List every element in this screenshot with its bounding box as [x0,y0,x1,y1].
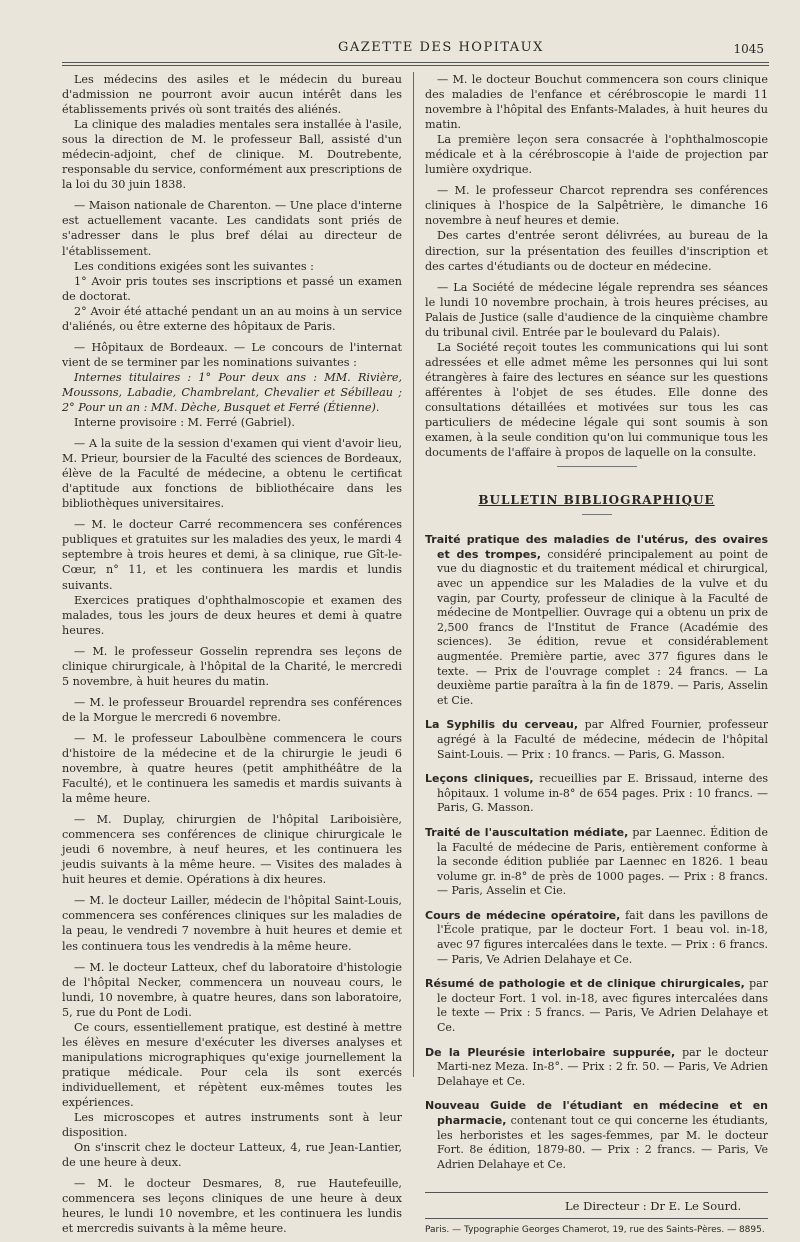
book-title: Traité pratique des maladies de l'utérus, des ovaires et des trompes, [425,533,768,561]
paragraph: Les microscopes et autres instruments sont à leur disposition. [62,1111,402,1140]
book-entry [425,772,768,816]
paragraph: — M. le docteur Carré recommencera ses conférences publiques et gratuites sur les maladies des yeux, le mardi 4 septembre à trois heures et demi, à sa clinique, rue Gît-le-Cœur, n° 11, et les continuera les mardis et lundis suivants. [62,518,402,592]
book-entry [425,977,768,1035]
book-description: contenant tout ce qui concerne les étudiants, les herboristes et les sages-femmes, par M. le docteur Fort. 8e édition, 1879-80. — Prix : 2 francs. — Paris, Ve Adrien Delahaye et Ce. [437,1114,768,1171]
bulletin-heading: BULLETIN BIBLIOGRAPHIQUE [478,493,715,508]
paragraph: Interne provisoire : M. Ferré (Gabriel). [74,416,295,430]
paragraph: Les médecins des asiles et le médecin du bureau d'admission ne pourront avoir aucun intérêt dans les établissements privés où sont traités des aliénés. [62,73,402,117]
book-title: Résumé de pathologie et de clinique chirurgicales, [425,977,745,991]
paragraph: — M. le docteur Bouchut commencera son cours clinique des maladies de l'enfance et cérébroscopie le mardi 11 novembre à l'hôpital des Enfants-Malades, à huit heures du matin. [425,73,768,132]
paragraph: On s'inscrit chez le docteur Latteux, 4, rue Jean-Lantier, de une heure à deux. [62,1141,402,1170]
book-description: par le docteur Fort. 1 vol. in-18, avec figures intercalées dans le texte — Prix : 5 francs. — Paris, Ve Adrien Delahaye et Ce. [437,977,768,1035]
paragraph: Des cartes d'entrée seront délivrées, au bureau de la direction, sur la présentation des feuilles d'inscription et des cartes d'étudiants ou de docteur en médecine. [425,229,768,273]
book-description: par Alfred Fournier, professeur agrégé à la Faculté de médecine, médecin de l'hôpital Saint-Louis. — Prix : 10 francs. — Paris, G. Masson. [437,718,768,761]
paragraph: — M. le professeur Gosselin reprendra ses leçons de clinique chirurgicale, à l'hôpital de la Charité, le mercredi 5 novembre, à huit heures du matin. [62,644,402,688]
paragraph: — M. le professeur Charcot reprendra ses conférences cliniques à l'hospice de la Salpêtrière, le dimanche 16 novembre à neuf heures et demie. [425,184,768,228]
book-title: Traité de l'auscultation médiate, [425,825,629,839]
book-title: La Syphilis du cerveau, [425,718,579,732]
paragraph: — A la suite de la session d'examen qui vient d'avoir lieu, M. Prieur, boursier de la Faculté des sciences de Bordeaux, élève de la Faculté de médecine, a obtenu le certificat d'aptitude aux fonctions de bibliothécaire dans les bibliothèques universitaires. [62,437,402,511]
paragraph: — M. le docteur Desmares, 8, rue Hautefeuille, commencera ses leçons cliniques de une heure à deux heures, le lundi 10 novembre, et les continuera les lundis et mercredis suivants à la même heure. [62,1177,402,1236]
header-rule [62,62,769,63]
book-entry [425,1099,768,1172]
paragraph: — Hôpitaux de Bordeaux. — Le concours de l'internat vient de se terminer par les nominations suivantes : [62,340,402,369]
book-title: De la Pleurésie interlobaire suppurée, [425,1045,676,1059]
paragraph: 1° Avoir pris toutes ses inscriptions et passé un examen de doctorat. [62,274,402,303]
book-entry [425,826,768,899]
paragraph: — M. le professeur Laboulbène commencera le cours d'histoire de la médecine et de la chirurgie le jeudi 6 novembre, à quatre heures (petit amphithéâtre de la Faculté), et le continuera les samedis et mardis suivants à la même heure. [62,731,402,806]
paragraph: La Société reçoit toutes les communications qui lui sont adressées et elle admet même les personnes qui lui sont étrangères à faire des lectures en séance sur les questions afférentes à l'objet de ses études. Elle donne des consultations détaillées et motivées sur tous les cas particuliers de médecine légale qui sont soumis à son examen, à la seule condition qu'on lui communique tous les documents de l'affaire à propos de laquelle on la consulte. [425,340,768,460]
paragraph: La clinique des maladies mentales sera installée à l'asile, sous la direction de M. le professeur Ball, assisté d'un médecin-adjoint, chef de clinique. M. Doutrebente, responsable du service, conformément aux prescriptions de la loi du 30 juin 1838. [62,118,402,192]
paragraph: Exercices pratiques d'ophthalmoscopie et examen des malades, tous les jours de deux heures et demi à quatre heures. [62,593,402,637]
paragraph: — La Société de médecine légale reprendra ses séances le lundi 10 novembre prochain, à trois heures précises, au Palais de Justice (salle d'audience de la cinquième chambre du tribunal civil. Entrée par le boulevard du Palais). [425,280,768,339]
header-rule-double [62,65,769,66]
journal-title: GAZETTE DES HOPITAUX [338,40,544,55]
left-column [62,72,402,1242]
paragraph: Les conditions exigées sont les suivantes : [74,259,314,273]
paragraph: — M. Duplay, chirurgien de l'hôpital Lariboisière, commencera ses conférences de clinique chirurgicale le jeudi 6 novembre, à neuf heures, et les continuera les jeudis suivants à la même heure. — Visites des malades à huit heures et demie. Opérations à dix heures. [62,813,402,887]
book-description: par le docteur Marti-nez Meza. In-8°. — Prix : 2 fr. 50. — Paris, Ve Adrien Delahaye et Ce. [437,1045,768,1088]
ornament-rule [557,466,637,467]
paragraph: — M. le docteur Latteux, chef du laboratoire d'histologie de l'hôpital Necker, commencera un nouveau cours, le lundi, 10 novembre, à quatre heures, dans son laboratoire, 5, rue du Pont de Lodi. [62,960,402,1019]
paragraph: Internes titulaires : 1° Pour deux ans : MM. Rivière, Moussons, Labadie, Chambrelant, Chevalier et Sébilleau ; 2° Pour un an : MM. Dèche, Busquet et Ferré (Étienne). [62,370,402,414]
book-title: Cours de médecine opératoire, [425,908,621,922]
right-column [425,72,768,1238]
printer-imprint: Paris. — Typographie Georges Chamerot, 19, rue des Saints-Pères. — 8895. [425,1218,768,1238]
short-rule [582,514,612,515]
book-description: par Laennec. Édition de la Faculté de médecine de Paris, entièrement conforme à la seconde édition publiée par Laennec en 1826. 1 beau volume gr. in-8° de près de 1000 pages. — Prix : 8 francs. — Paris, Asselin et Cie. [437,825,768,898]
column-divider [413,72,414,1077]
book-description: fait dans les pavillons de l'École pratique, par le docteur Fort. 1 beau vol. in-18, avec 97 figures intercalées dans le texte. — Prix : 6 francs. — Paris, Ve Adrien Delahaye et Ce. [437,908,768,966]
book-title: Leçons cliniques, [425,772,534,786]
paragraph: La première leçon sera consacrée à l'ophthalmoscopie médicale et à la cérébroscopie à l'aide de projection par lumière oxydrique. [425,133,768,177]
director-signature: Le Directeur : Dr E. Le Sourd. [425,1192,768,1214]
paragraph: — M. le professeur Brouardel reprendra ses conférences de la Morgue le mercredi 6 novembre. [62,695,402,724]
book-description: considéré principalement au point de vue du diagnostic et du traitement médical et chirurgical, avec un appendice sur les Maladies de la vulve et du vagin, par Courty, professeur de clinique à la Faculté de médecine de Montpellier. Ouvrage qui a obtenu un prix de 2,500 francs de l'Institut de France (Académie des sciences). 3e édition, revue et considérablement augmentée. Première partie, avec 377 figures dans le texte. — Prix de l'ouvrage complet : 24 francs. — La deuxième partie paraîtra à la fin de 1879. — Paris, Asselin et Cie. [437,547,768,707]
paragraph: Ce cours, essentiellement pratique, est destiné à mettre les élèves en mesure d'exécuter les diverses analyses et manipulations micrographiques qu'exige journellement la pratique médicale. Pour cela ils sont exercés individuellement, et répètent eux-mêmes toutes les expériences. [62,1020,402,1109]
page-header [0,38,800,60]
book-title: Nouveau Guide de l'étudiant en médecine et en pharmacie, [425,1099,768,1127]
book-description: recueillies par E. Brissaud, interne des hôpitaux. 1 volume in-8° de 654 pages. Prix : 10 francs. — Paris, G. Masson. [437,772,768,815]
paragraph: 2° Avoir été attaché pendant un an au moins à un service d'aliénés, ou être externe des hôpitaux de Paris. [62,304,402,333]
book-entry [425,718,768,762]
paragraph: — M. le docteur Lailler, médecin de l'hôpital Saint-Louis, commencera ses conférences cliniques sur les maladies de la peau, le vendredi 7 novembre à huit heures et demie et les continuera tous les vendredis à la même heure. [62,894,402,953]
page-number: 1045 [733,42,764,56]
paragraph: — Maison nationale de Charenton. — Une place d'interne est actuellement vacante. Les candidats sont priés de s'adresser dans le plus bref délai au directeur de l'établissement. [62,199,402,258]
book-entry [425,909,768,967]
book-entry [425,1046,768,1090]
book-entry [425,533,768,708]
